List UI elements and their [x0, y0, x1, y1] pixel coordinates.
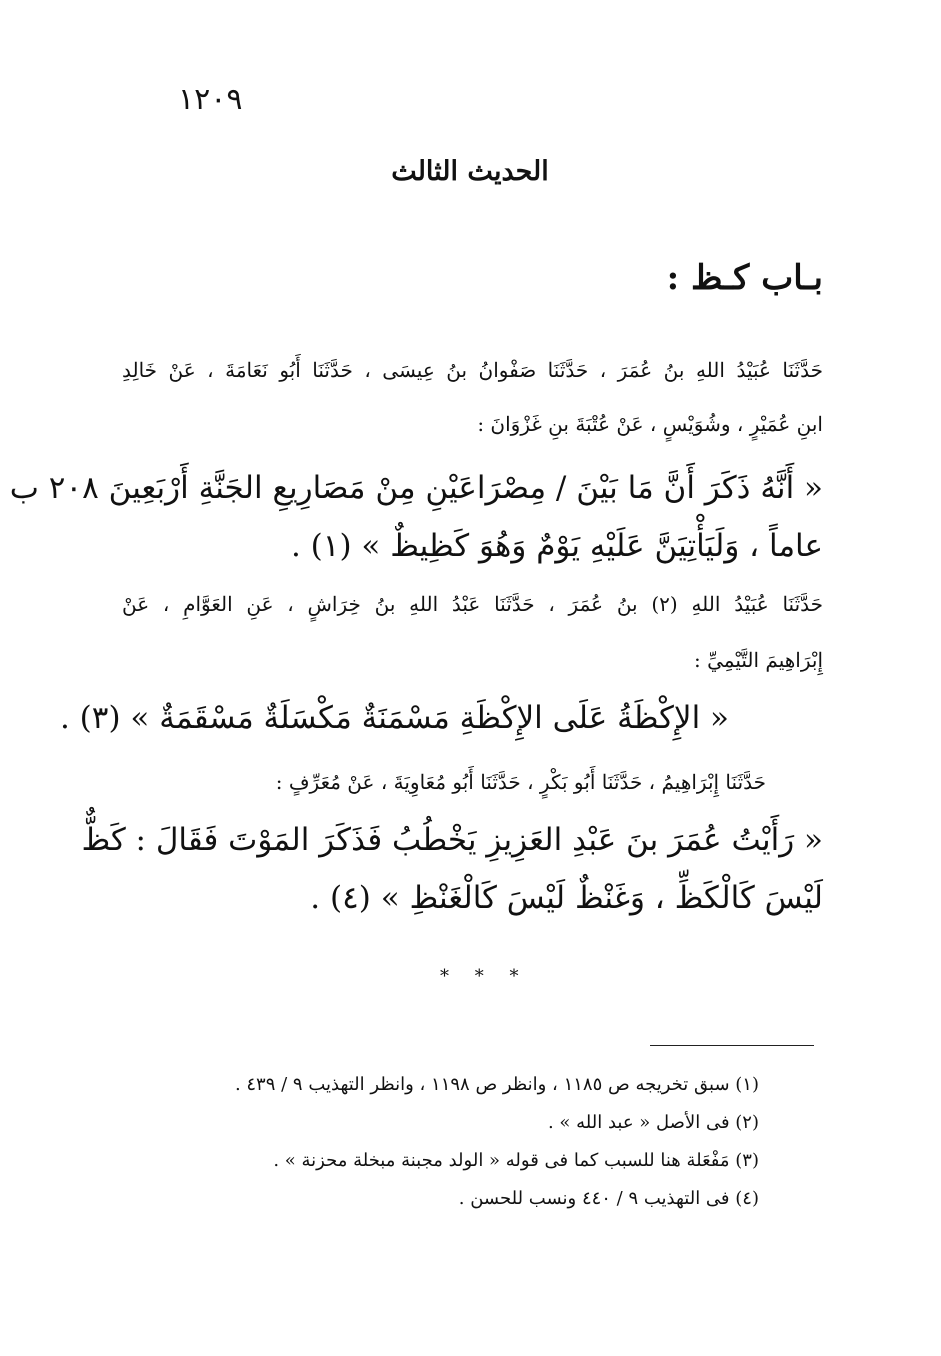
footnote: (١) سبق تخريجه ص ١١٨٥ ، وانظر ص ١١٩٨ ، وانظر التهذيب ٩ / ٤٣٩ .	[234, 1074, 759, 1095]
hadith-text-line: لَيْسَ كَالْكَظِّ ، وَغَنْظٌ لَيْسَ كَالْغَنْظِ » (٤) .	[310, 880, 823, 916]
isnad-line: حَدَّثَنَا إِبْرَاهِيمُ ، حَدَّثَنَا أَبُو بَكْرٍ ، حَدَّثَنَا أَبُو مُعَاوِيَةَ ، عَنْ مُعَرِّفٍ :	[275, 770, 766, 794]
hadith-text-line: عاماً ، وَلَيَأْتِيَنَّ عَلَيْهِ يَوْمٌ وَهُوَ كَظِيظٌ » (١) .	[290, 528, 823, 564]
isnad-line: إِبْرَاهِيمَ التَّيْمِيِّ :	[693, 648, 823, 672]
footnote: (٤) فى التهذيب ٩ / ٤٤٠ ونسب للحسن .	[458, 1188, 759, 1209]
isnad-line: ابنِ عُمَيْرٍ ، وشُوَيْسٍ ، عَنْ عُتْبَةَ بنِ غَزْوَانَ :	[477, 412, 823, 436]
hadith-text-line: « الإِكْظَةُ عَلَى الإِكْظَةِ مَسْمَنَةٌ مَكْسَلَةٌ مَسْقَمَةٌ » (٣) .	[59, 700, 729, 736]
section-heading: بـاب كـظ :	[666, 258, 823, 298]
footnote: (٢) فى الأصل « عبد الله » .	[547, 1112, 759, 1133]
footnote: (٣) مَفْعَلة هنا للسبب كما فى قوله « الولد مجبنة مبخلة محزنة » .	[273, 1150, 759, 1171]
isnad-line: حَدَّثَنَا عُبَيْدُ اللهِ بنُ عُمَرَ ، حَدَّثَنَا صَفْوانُ بنُ عِيسَى ، حَدَّثَنَا أَبُو نَعَامَةَ ، عَنْ خَالِدِ	[122, 358, 823, 382]
page-number: ١٢٠٩	[178, 82, 243, 117]
isnad-line: حَدَّثَنَا عُبَيْدُ اللهِ (٢) بنُ عُمَرَ ، حَدَّثَنَا عَبْدُ اللهِ بنُ خِرَاشٍ ، عَنِ العَوَّامِ ، عَنْ	[122, 592, 823, 616]
hadith-text-line: « رَأَيْتُ عُمَرَ بنَ عَبْدِ العَزِيزِ يَخْطُبُ فَذَكَرَ المَوْتَ فَقَالَ : كَظٌّ	[81, 822, 823, 858]
footnote-rule	[650, 1045, 814, 1046]
section-separator: * * *	[440, 966, 529, 987]
hadith-text-line: « أَنَّهُ ذَكَرَ أَنَّ مَا بَيْنَ / مِصْرَاعَيْنِ مِنْ مَصَارِيعِ الجَنَّةِ أَرْبَعِينَ ٢٠٨ ب	[9, 470, 823, 506]
chapter-title: الحديث الثالث	[391, 156, 549, 187]
